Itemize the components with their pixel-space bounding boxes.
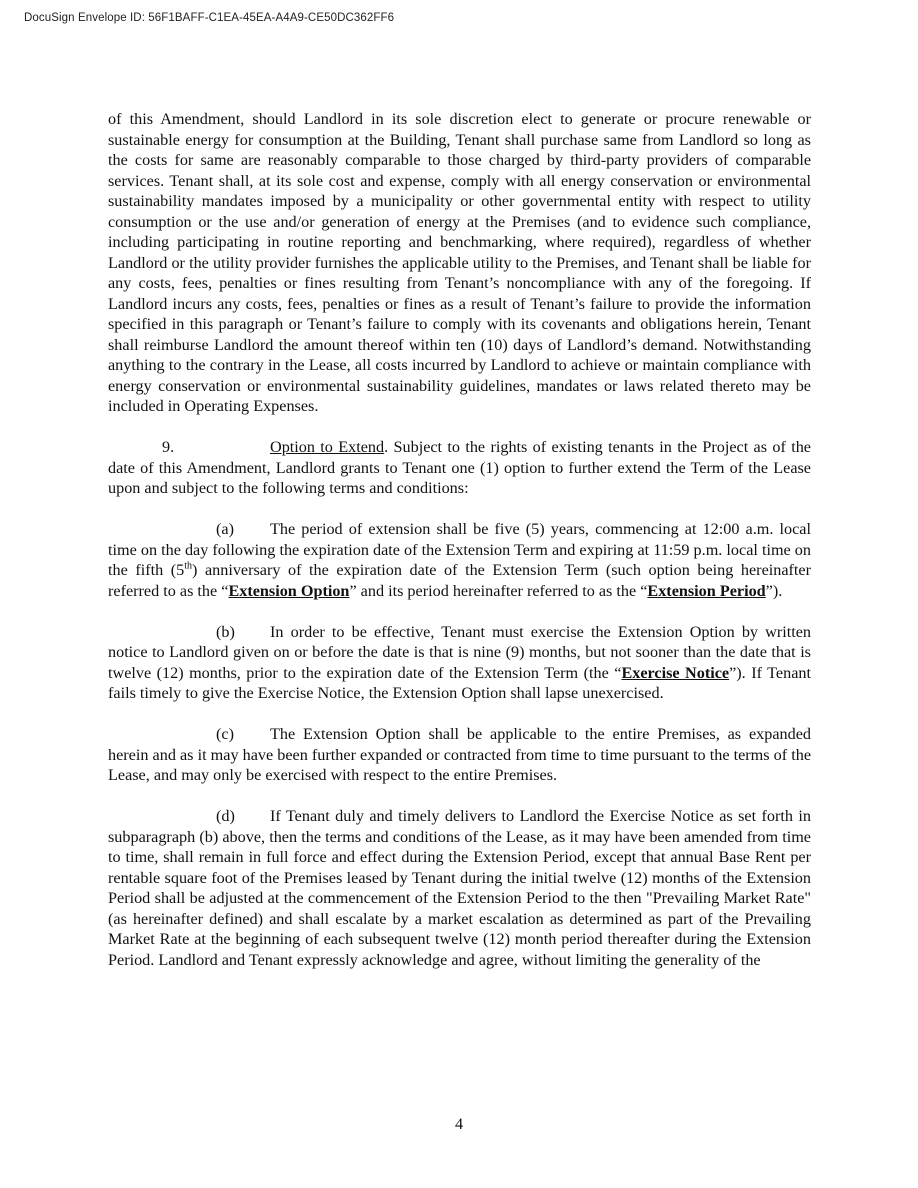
defined-term-extension-option: Extension Option [228, 581, 350, 600]
subparagraph-label: (b) [216, 622, 235, 641]
paragraph-energy-compliance: of this Amendment, should Landlord in its sole discretion elect to generate or procure renewable or sustainable energy for consumption at the Building, Tenant shall purchase same from Landlord so long as the costs for same are reasonably comparable to those charged by third-party providers of comparable services. Tenant shall, at its sole cost and expense, comply with all energy conservation or environmental sustainability mandates imposed by a municipality or other governmental entity with respect to utility consumption or the use and/or generation of energy at the Premises (and to evidence such compliance, including participating in routine reporting and benchmarking, where required), regardless of whether Landlord or the utility provider furnishes the applicable utility to the Premises, and Tenant shall be liable for any costs, fees, penalties or fines resulting from Tenant’s noncompliance with any of the foregoing. If Landlord incurs any costs, fees, penalties or fines as a result of Tenant’s failure to provide the information specified in this paragraph or Tenant’s failure to comply with its covenants and obligations herein, Tenant shall reimburse Landlord the amount thereof within ten (10) days of Landlord’s demand. Notwithstanding anything to the contrary in the Lease, all costs incurred by Landlord to achieve or maintain compliance with energy conservation or environmental sustainability guidelines, mandates or laws related thereto may be included in Operating Expenses. [108, 110, 811, 415]
defined-term-exercise-notice: Exercise Notice [621, 663, 730, 682]
section-heading: Option to Extend [270, 438, 385, 456]
subparagraph-d: (d) If Tenant duly and timely delivers to Landlord the Exercise Notice as set forth in subparagraph (b) above, then the terms and conditions of the Lease, as it may have been amended from time to time, shall remain in full force and effect during the Extension Period, except that annual Base Rent per rentable square foot of the Premises leased by Tenant during the initial twelve (12) months of the Extension Period shall be adjusted at the commencement of the Extension Period to the then "Prevailing Market Rate" (as hereinafter defined) and shall escalate by a market escalation as determined as part of the Prevailing Market Rate at the beginning of each subsequent twelve (12) month period thereafter during the Extension Period. Landlord and Tenant expressly acknowledge and agree, without limiting the generality of the [108, 807, 811, 969]
subparagraph-label: (d) [216, 807, 235, 825]
section-number: 9. [162, 438, 175, 456]
docusign-envelope-id: DocuSign Envelope ID: 56F1BAFF-C1EA-45EA-A4A9-CE50DC362FF6 [24, 12, 395, 24]
section-9-option-to-extend [108, 437, 811, 499]
subparagraph-b: (b) In order to be effective, Tenant must exercise the Extension Option by written notice to Landlord given on or before the date is that is nine (9) months, but not sooner than the date that is twelve (12) months, prior to the expiration date of the Extension Term (the “Exercise Notice”). If Tenant fails timely to give the Exercise Notice, the Extension Option shall lapse unexercised. [108, 622, 811, 702]
page-number: 4 [454, 1115, 464, 1133]
subparagraph-a: (a) The period of extension shall be five (5) years, commencing at 12:00 a.m. local time on the day following the expiration date of the Extension Term and expiring at 11:59 p.m. local time on the fifth (5th) anniversary of the expiration date of the Extension Term (such option being hereinafter referred to as the “Extension Option” and its period hereinafter referred to as the “Extension Period”). [108, 520, 811, 600]
subparagraph-c: (c) The Extension Option shall be applicable to the entire Premises, as expanded herein and as it may have been further expanded or contracted from time to time pursuant to the terms of the Lease, and may only be exercised with respect to the entire Premises. [108, 725, 811, 784]
ordinal-superscript: th [184, 560, 193, 572]
subparagraph-label: (a) [216, 520, 234, 538]
subparagraph-label: (c) [216, 725, 234, 743]
defined-term-extension-period: Extension Period [647, 581, 766, 600]
document-body [108, 109, 811, 970]
section-text: . Subject to the rights of existing tenants in the Project as of the date of this Amendment, Landlord grants to Tenant one (1) option to further extend the Term of the Lease upon and subject to the following terms and conditions: [108, 438, 811, 497]
